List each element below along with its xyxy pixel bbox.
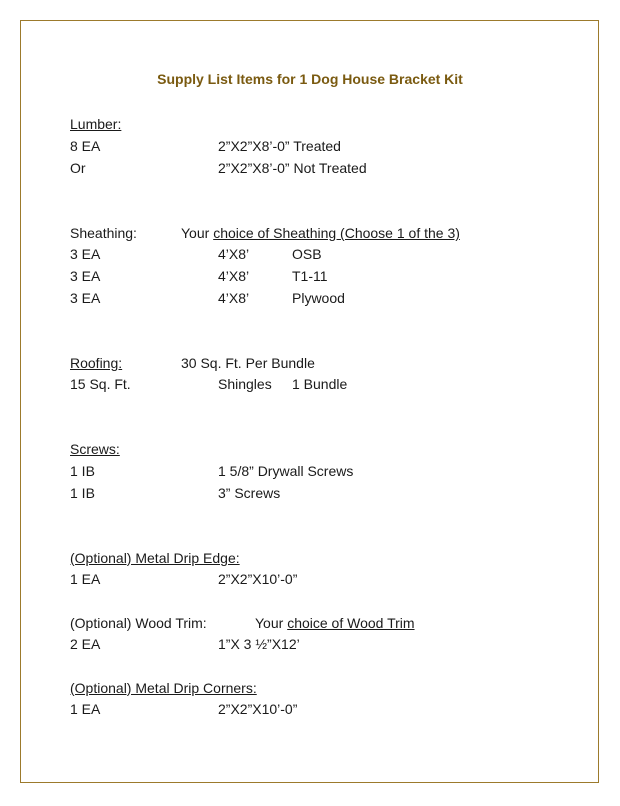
roofing-note: 30 Sq. Ft. Per Bundle xyxy=(181,355,315,371)
lumber-heading: Lumber: xyxy=(70,116,122,132)
screws-qty-2: 1 IB xyxy=(70,485,95,501)
lumber-qty-2: Or xyxy=(70,160,86,176)
sheathing-size-1: 4’X8’ xyxy=(218,246,250,262)
sheathing-note xyxy=(181,224,460,242)
roofing-heading: Roofing: xyxy=(70,355,123,371)
sheathing-type-1: OSB xyxy=(292,246,322,262)
wood-trim-note-link: choice of Wood Trim xyxy=(287,615,415,631)
roofing-item: Shingles xyxy=(218,376,272,392)
sheathing-size-2: 4’X8’ xyxy=(218,268,250,284)
wood-trim-qty: 2 EA xyxy=(70,636,101,652)
drip-corners-heading: (Optional) Metal Drip Corners: xyxy=(70,680,257,696)
wood-trim-note-prefix: Your xyxy=(255,615,288,631)
roofing-qty: 15 Sq. Ft. xyxy=(70,376,131,392)
sheathing-size-3: 4’X8’ xyxy=(218,290,250,306)
lumber-item-1: 2”X2”X8’-0” Treated xyxy=(218,138,341,154)
drip-edge-heading: (Optional) Metal Drip Edge: xyxy=(70,550,240,566)
sheathing-qty-1: 3 EA xyxy=(70,246,101,262)
sheathing-qty-2: 3 EA xyxy=(70,268,101,284)
screws-item-2: 3” Screws xyxy=(218,485,281,501)
lumber-item-2: 2”X2”X8’-0” Not Treated xyxy=(218,160,367,176)
drip-edge-qty: 1 EA xyxy=(70,571,101,587)
lumber-qty-1: 8 EA xyxy=(70,138,101,154)
screws-heading: Screws: xyxy=(70,441,120,457)
screws-qty-1: 1 IB xyxy=(70,463,95,479)
sheathing-type-2: T1-11 xyxy=(292,268,328,284)
wood-trim-note xyxy=(255,614,415,632)
sheathing-type-3: Plywood xyxy=(292,290,345,306)
drip-corners-item: 2”X2”X10’-0” xyxy=(218,701,298,717)
roofing-amount: 1 Bundle xyxy=(292,376,348,392)
sheathing-heading: Sheathing: xyxy=(70,225,137,241)
wood-trim-heading: (Optional) Wood Trim: xyxy=(70,615,207,631)
page-title: Supply List Items for 1 Dog House Bracket Kit xyxy=(157,71,463,87)
page-border xyxy=(20,20,599,783)
wood-trim-item: 1”X 3 ½”X12’ xyxy=(218,636,300,652)
sheathing-note-prefix: Your xyxy=(181,225,214,241)
sheathing-note-link: choice of Sheathing (Choose 1 of the 3) xyxy=(213,225,460,241)
drip-edge-item: 2”X2”X10’-0” xyxy=(218,571,298,587)
drip-corners-qty: 1 EA xyxy=(70,701,101,717)
screws-item-1: 1 5/8” Drywall Screws xyxy=(218,463,354,479)
sheathing-qty-3: 3 EA xyxy=(70,290,101,306)
